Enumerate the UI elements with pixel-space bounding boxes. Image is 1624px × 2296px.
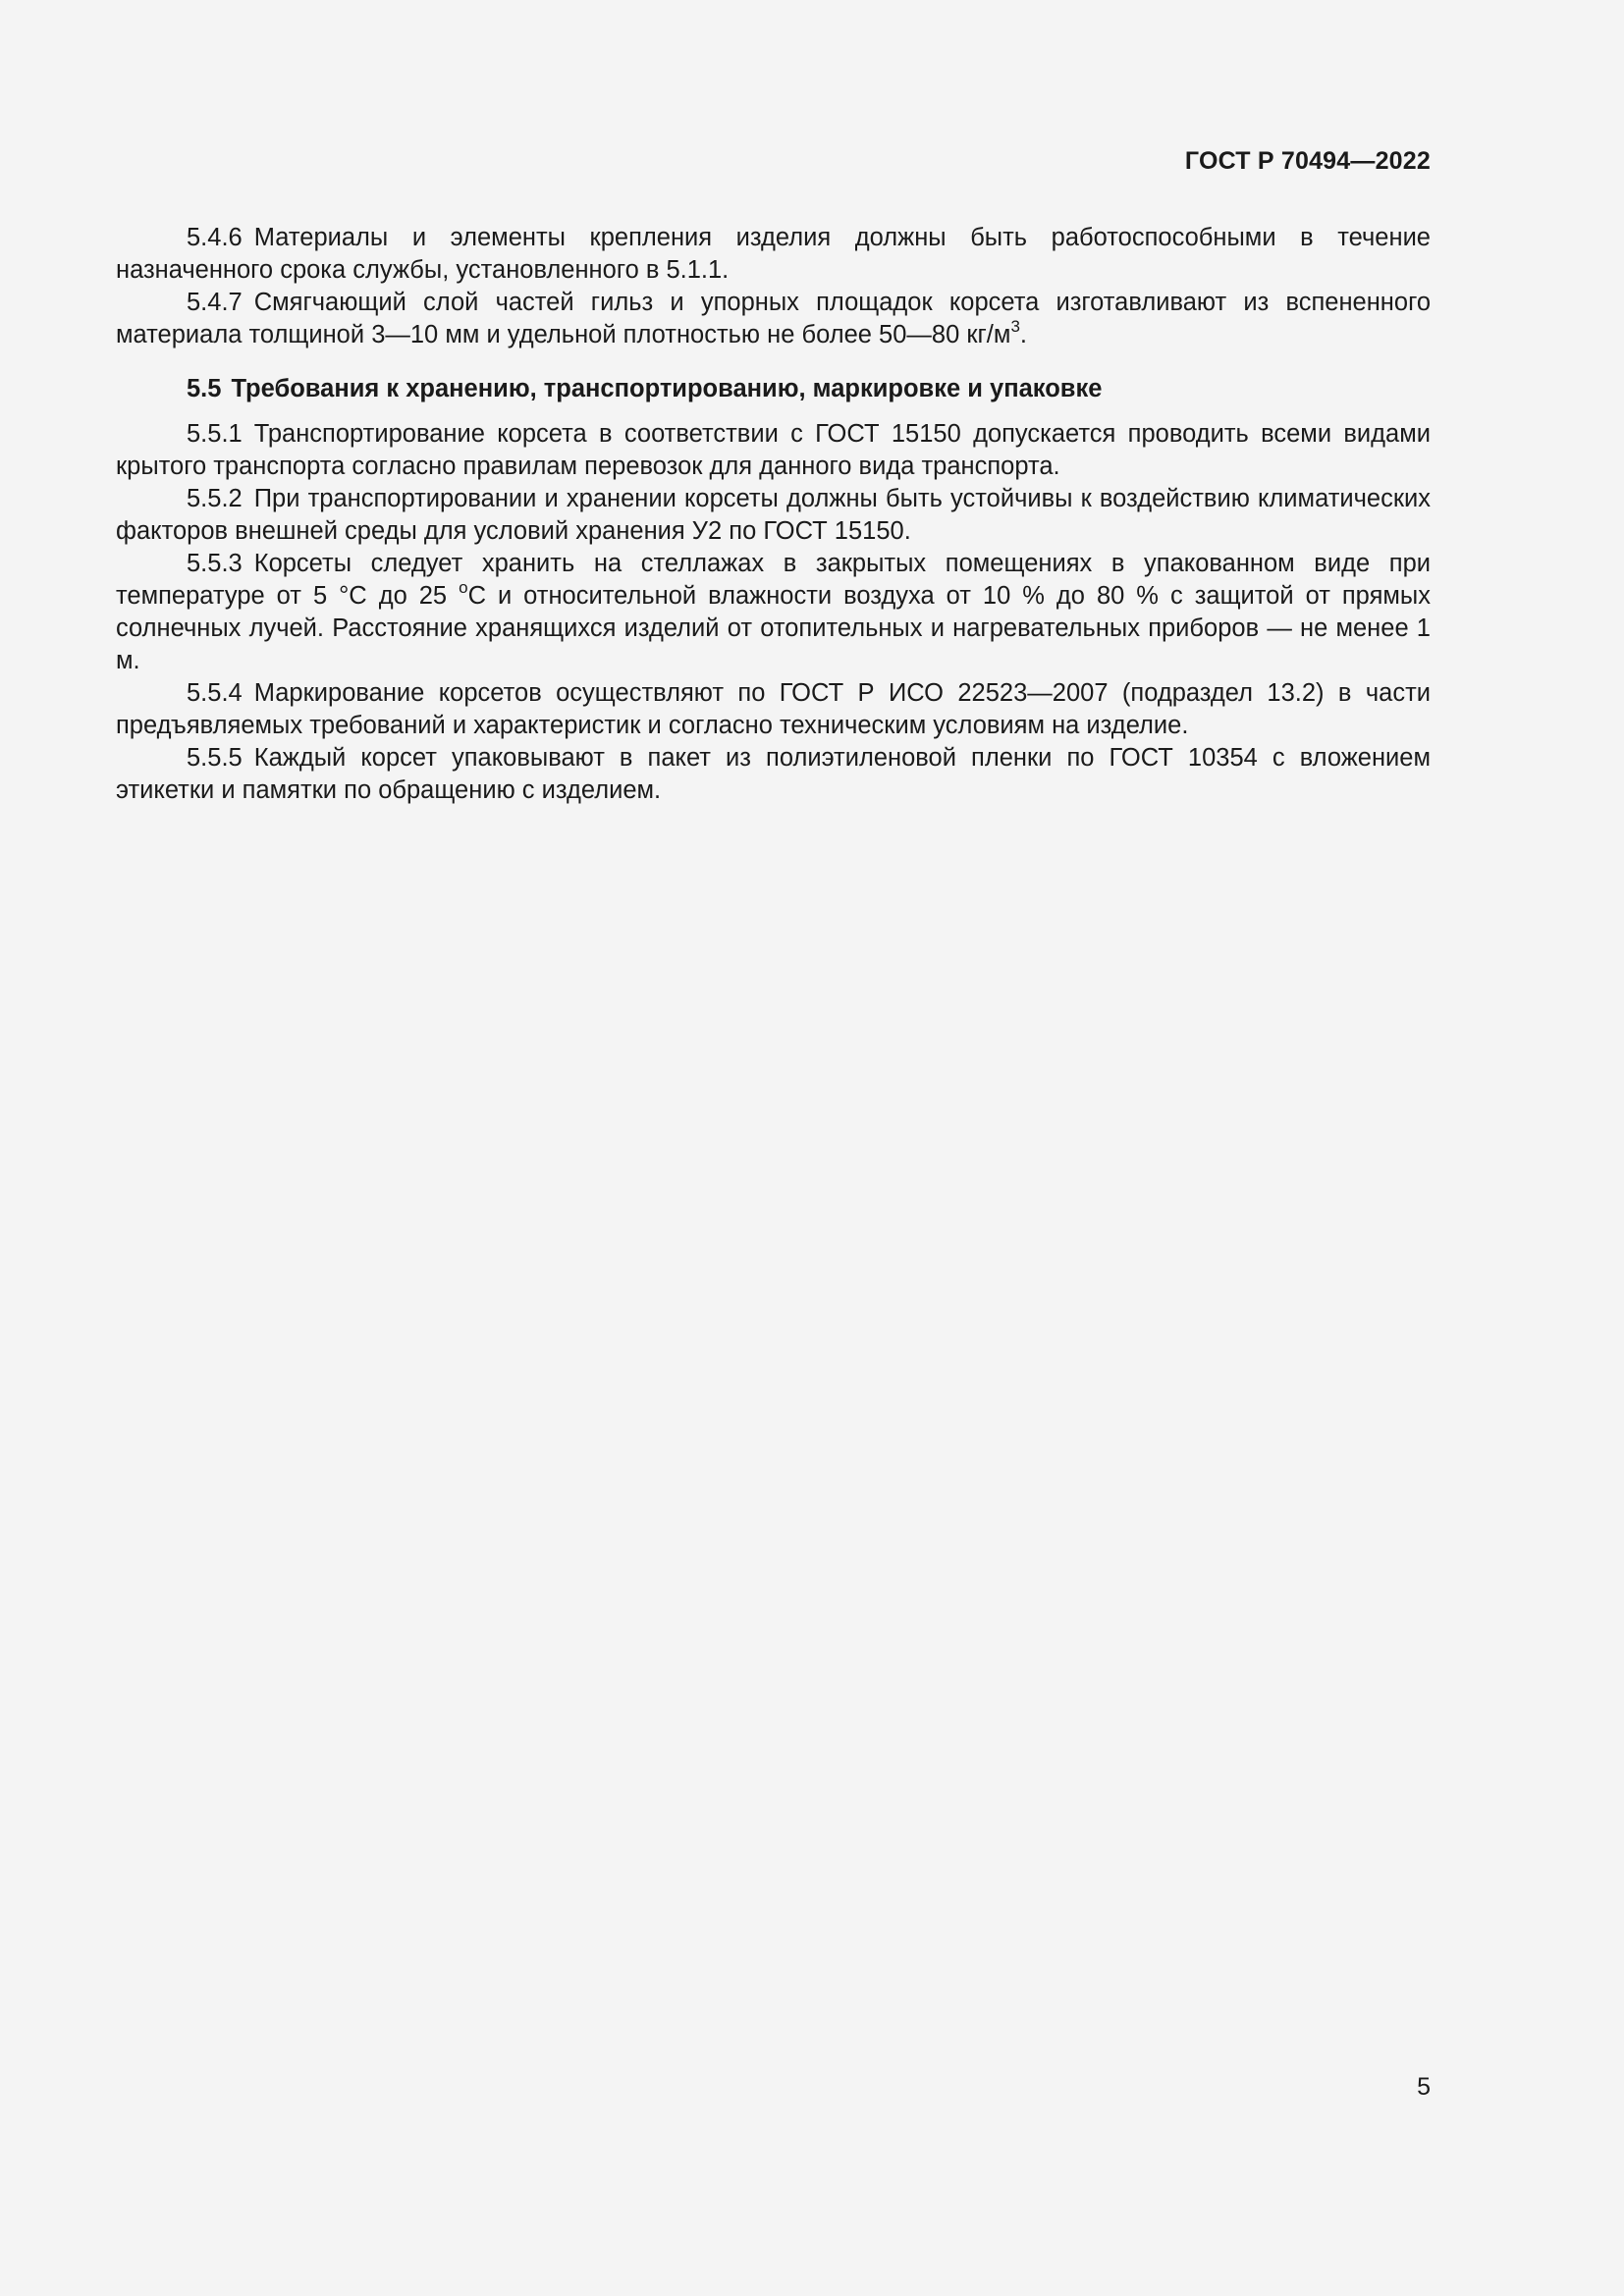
clause-text: При транспортировании и хранении корсеты должны быть устойчивы к воздействию климатических факторов внешней среды для условий хранения У2 по ГОСТ 15150.	[116, 485, 1431, 545]
section-heading-5-5	[116, 373, 1431, 405]
clause-number: 5.5.2	[187, 485, 243, 512]
section-title: Требования к хранению, транспортированию, маркировке и упаковке	[231, 375, 1103, 402]
clause-5-5-2	[116, 483, 1431, 548]
document-body	[116, 222, 1431, 807]
page-number: 5	[1417, 2073, 1431, 2101]
clause-text-end: .	[1019, 321, 1027, 348]
clause-number: 5.5.3	[187, 550, 243, 577]
clause-text: Транспортирование корсета в соответствии с ГОСТ 15150 допускается проводить всеми видами крытого транспорта согласно правилам перевозок для данного вида транспорта.	[116, 420, 1431, 480]
section-number: 5.5	[187, 375, 222, 402]
clause-text-end: С и относительной влажности воздуха от 10 % до 80 % с защитой от прямых солнечных лучей. Расстояние хранящихся изделий от отопительных и нагревательных приборов — не менее 1 м.	[116, 582, 1431, 674]
clause-5-5-1	[116, 418, 1431, 483]
clause-number: 5.4.7	[187, 289, 243, 316]
clause-number: 5.5.5	[187, 744, 243, 772]
clause-number: 5.4.6	[187, 224, 243, 251]
clause-5-4-7	[116, 287, 1431, 351]
clause-text: Корсеты следует хранить на стеллажах в закрытых помещениях в упакованном виде при температуре от 5 °С до 25	[116, 550, 1431, 610]
clause-5-5-5	[116, 742, 1431, 807]
clause-text: Материалы и элементы крепления изделия должны быть работоспособными в течение назначенного срока службы, установленного в 5.1.1.	[116, 224, 1431, 284]
clause-text: Смягчающий слой частей гильз и упорных площадок корсета изготавливают из вспененного материала толщиной 3—10 мм и удельной плотностью не более 50—80 кг/м	[116, 289, 1431, 348]
clause-5-5-3	[116, 548, 1431, 677]
clause-5-5-4	[116, 677, 1431, 742]
document-header-standard-id: ГОСТ Р 70494—2022	[1184, 147, 1431, 175]
clause-text: Маркирование корсетов осуществляют по ГОСТ Р ИСО 22523—2007 (подраздел 13.2) в части предъявляемых требований и характеристик и согласно техническим условиям на изделие.	[116, 679, 1431, 739]
clause-number: 5.5.4	[187, 679, 243, 707]
clause-text: Каждый корсет упаковывают в пакет из полиэтиленовой пленки по ГОСТ 10354 с вложением этикетки и памятки по обращению с изделием.	[116, 744, 1431, 804]
clause-5-4-6	[116, 222, 1431, 287]
superscript: о	[459, 578, 468, 597]
clause-number: 5.5.1	[187, 420, 243, 448]
superscript: 3	[1010, 317, 1020, 336]
